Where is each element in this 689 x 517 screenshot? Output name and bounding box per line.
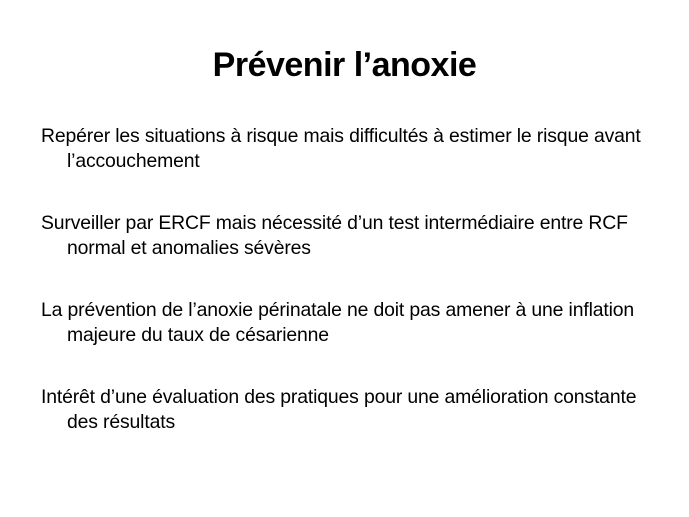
paragraph-risk-situations: Repérer les situations à risque mais difficultés à estimer le risque avant l’accouchement [41, 125, 641, 172]
slide-content [41, 124, 656, 435]
paragraph-ercf-monitoring: Surveiller par ERCF mais nécessité d’un test intermédiaire entre RCF normal et anomalies sévères [41, 212, 628, 259]
paragraph-anoxia-prevention: La prévention de l’anoxie périnatale ne doit pas amener à une inflation majeure du taux de césarienne [41, 299, 635, 346]
slide-title: Prévenir l’anoxie [212, 46, 477, 84]
paragraph-practice-evaluation: Intérêt d’une évaluation des pratiques pour une amélioration constante des résultats [41, 386, 637, 433]
